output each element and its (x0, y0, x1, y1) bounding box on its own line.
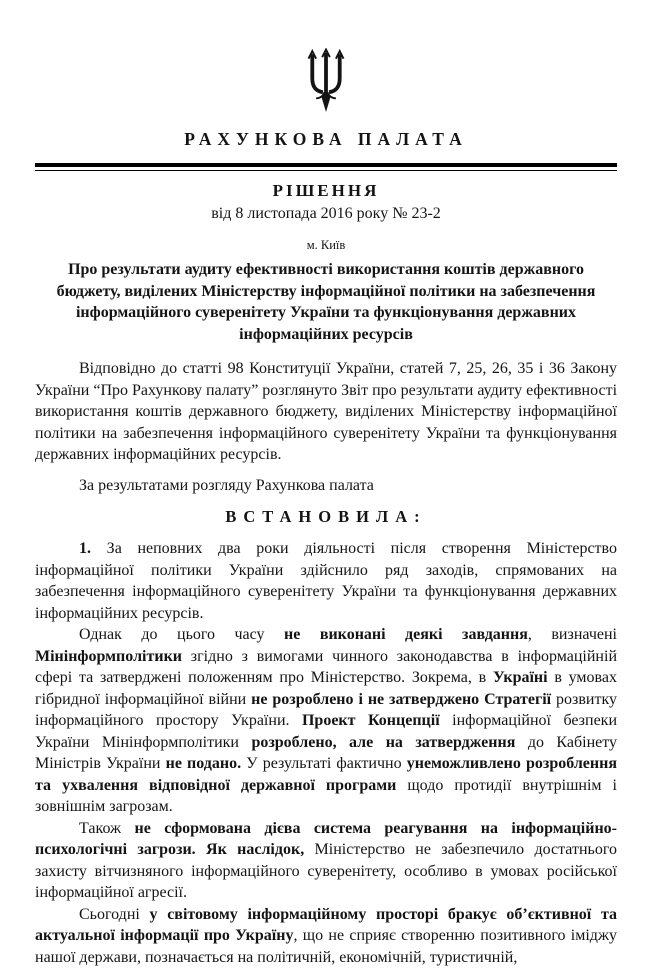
text-segment: не виконані деякі завдання (284, 626, 528, 643)
resolved-heading: ВСТАНОВИЛА: (35, 507, 617, 527)
text-segment: 1. (79, 540, 107, 557)
paragraph-world-info (35, 904, 617, 968)
text-segment: Однак до цього часу (79, 626, 284, 643)
paragraph-threats (35, 818, 617, 904)
paragraph-item-1 (35, 538, 617, 624)
text-segment: розвитку інформаційного простору України. (35, 691, 617, 730)
text-segment: розроблено, але на затвердження (251, 734, 515, 751)
text-segment: у світовому інформаційному просторі бракує об’єктивної та актуальної інформації про Україну (35, 906, 617, 945)
text-segment: За неповних два роки діяльності після створення Міністерство інформаційної політики України здійснило ряд заходів, спрямованих на забезпечення інформаційного суверенітету України та функціонування державних інформаційних ресурсів. (35, 540, 617, 622)
text-segment: Проект Концепції (302, 712, 440, 729)
text-segment: У результаті фактично (241, 755, 407, 772)
ukraine-trident-emblem (35, 48, 617, 117)
text-segment: щодо протидії внутрішнім і зовнішнім загрозам. (35, 777, 617, 816)
paragraph-item-1-continued (35, 624, 617, 818)
text-segment: згідно з вимогами чинного законодавства в інформаційній сфері та затверджені положенням про Міністерство. Зокрема, в (35, 648, 617, 687)
text-segment: Сьогодні (79, 906, 150, 923)
text-segment: Україні (493, 669, 548, 686)
text-segment: в умовах гібридної інформаційної війни (35, 669, 617, 708)
text-segment: унеможливлено розроблення та ухвалення відповідної державної програми (35, 755, 617, 794)
doc-type-title: РІШЕННЯ (35, 181, 617, 201)
text-segment: , визначені (528, 626, 617, 643)
trident-svg (303, 48, 349, 112)
paragraph-pre-resolution (35, 475, 617, 497)
header-divider (35, 163, 617, 171)
text-segment: не сформована дієва система реагування на інформаційно-психологічні загрози. Як наслідок, (35, 820, 617, 859)
text-segment: Також (79, 820, 134, 837)
doc-title: Про результати аудиту ефективності використання коштів державного бюджету, виділених Міністерству інформаційної політики на забезпечення інформаційного суверенітету України та функціонування державних інформаційних ресурсів (35, 259, 617, 345)
doc-date-number: від 8 листопада 2016 року № 23-2 (35, 205, 617, 223)
doc-place: м. Київ (35, 238, 617, 253)
text-segment: інформаційної безпеки України Мінінформполітики (35, 712, 617, 751)
text-segment: За результатами розгляду Рахункова палата (79, 477, 374, 494)
text-segment: не подано. (166, 755, 242, 772)
text-segment: Міністерство не забезпечило достатнього захисту вітчизняного інформаційного суверенітету, особливо в умовах російської інформаційної агресії. (35, 841, 617, 901)
text-segment: не розроблено і не затверджено Стратегії (251, 691, 551, 708)
text-segment: , що не сприяє створенню позитивного іміджу нашої держави, позначається на політичній, економічній, туристичній, (35, 927, 617, 966)
paragraph-intro (35, 358, 617, 466)
text-segment: до Кабінету Міністрів України (35, 734, 617, 773)
text-segment: Відповідно до статті 98 Конституції України, статей 7, 25, 26, 35 і 36 Закону України “Про Рахункову палату” розглянуто Звіт про результати аудиту ефективності використання коштів державного бюджету, виділених Міністерству інформаційної політики на забезпечення інформаційного суверенітету України та функціонування державних інформаційних ресурсів. (35, 360, 617, 463)
org-name: РАХУНКОВА ПАЛАТА (35, 129, 617, 150)
text-segment: Мінінформполітики (35, 648, 182, 665)
